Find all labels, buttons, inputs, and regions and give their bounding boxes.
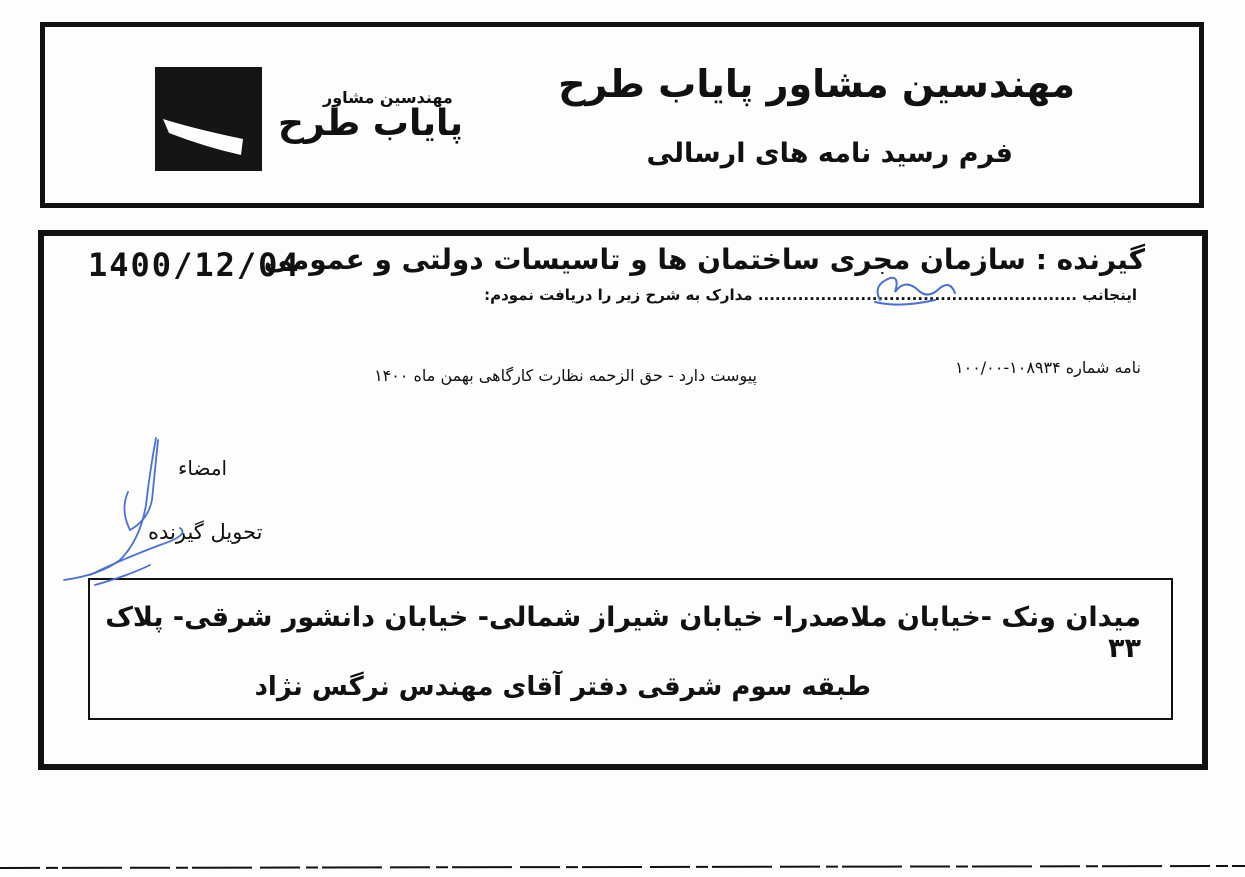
company-logo	[155, 67, 262, 171]
logo-mark-icon	[155, 67, 262, 171]
form-title: فرم رسید نامه های ارسالی	[646, 138, 1013, 169]
signature-label: امضاء	[178, 456, 228, 480]
company-name: مهندسین مشاور پایاب طرح	[558, 62, 1075, 106]
logo-big-text: پایاب طرح	[278, 103, 464, 144]
receipt-date: 1400/12/04	[88, 246, 301, 284]
recipient-line: گیرنده : سازمان مجری ساختمان ها و تاسیسات دولتی و عمومی	[263, 243, 1145, 276]
acknowledgement-line: اینجانب ........................................................ مدارک به شرح زیر را دریافت نمودم:	[484, 286, 1137, 304]
attachment-description: پیوست دارد - حق الزحمه نظارت کارگاهی بهمن ماه ۱۴۰۰	[374, 366, 757, 385]
logo-small-text: مهندسین مشاور	[323, 88, 453, 107]
page-bottom-edge	[0, 866, 1245, 868]
receiver-label: تحویل گیرنده	[148, 520, 263, 544]
address-line-2: طبقه سوم شرقی دفتر آقای مهندس نرگس نژاد	[254, 672, 871, 702]
address-box	[88, 578, 1173, 720]
address-line-1: میدان ونک -خیابان ملاصدرا- خیابان شیراز شمالی- خیابان دانشور شرقی- پلاک ۳۳	[105, 602, 1141, 664]
letter-number: نامه شماره ۱۰۸۹۳۴-۱۰۰/۰۰	[955, 358, 1141, 377]
